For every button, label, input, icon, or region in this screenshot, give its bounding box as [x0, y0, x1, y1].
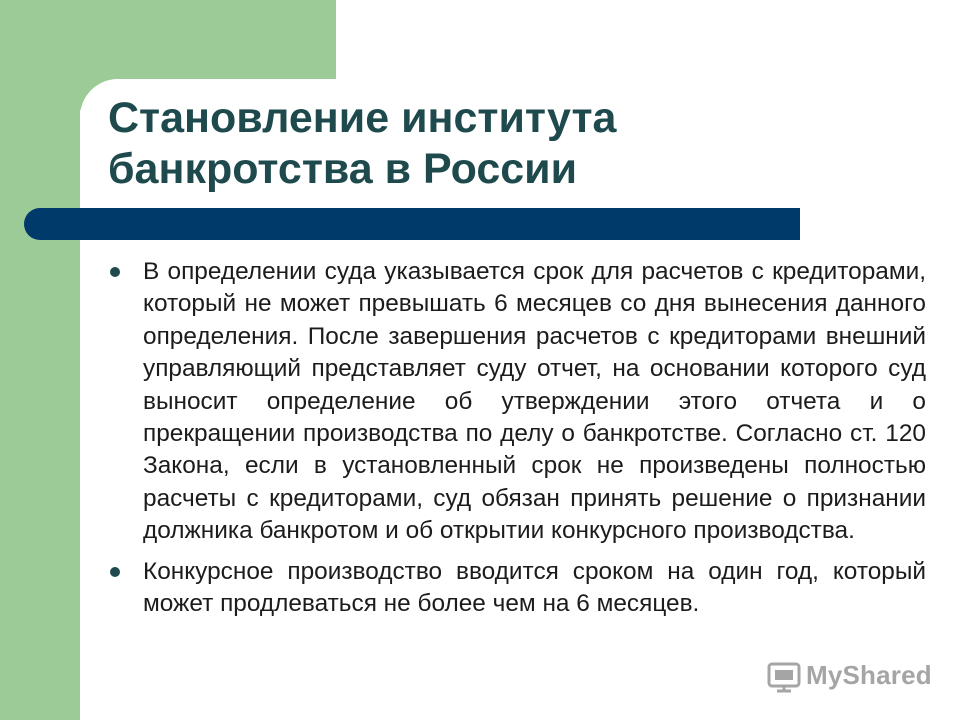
bullet-text: Конкурсное производство вводится сроком на один год, который может продлеваться не более чем на 6 месяцев. — [143, 557, 926, 618]
watermark-text: MyShared — [806, 659, 932, 690]
bullet-item — [108, 556, 926, 621]
title-line-2: банкротства в России — [108, 145, 578, 193]
bullet-item — [108, 256, 926, 548]
bullet-dot-icon — [110, 567, 120, 577]
myshared-logo-icon — [766, 657, 802, 693]
green-accent-left — [0, 0, 80, 720]
title-underline-bar — [24, 208, 800, 240]
bullet-dot-icon — [110, 267, 120, 277]
title-line-1: Становление института — [108, 94, 617, 142]
slide-title — [108, 93, 868, 195]
bullet-text: В определении суда указывается срок для расчетов с кредиторами, который не может превышать 6 месяцев со дня вынесения данного определения. После завершения расчетов с кредиторами внешний управляющий представляет суду отчет, на основании которого суд выносит определение об утверждении этого отчета и о прекращении производства по делу о банкротстве. Согласно ст. 120 Закона, если в установленный срок не произведены полностью расчеты с кредиторами, суд обязан принять решение о признании должника банкротом и об открытии конкурсного производства. — [143, 258, 926, 545]
myshared-watermark — [766, 655, 932, 695]
bullet-list — [108, 256, 926, 628]
